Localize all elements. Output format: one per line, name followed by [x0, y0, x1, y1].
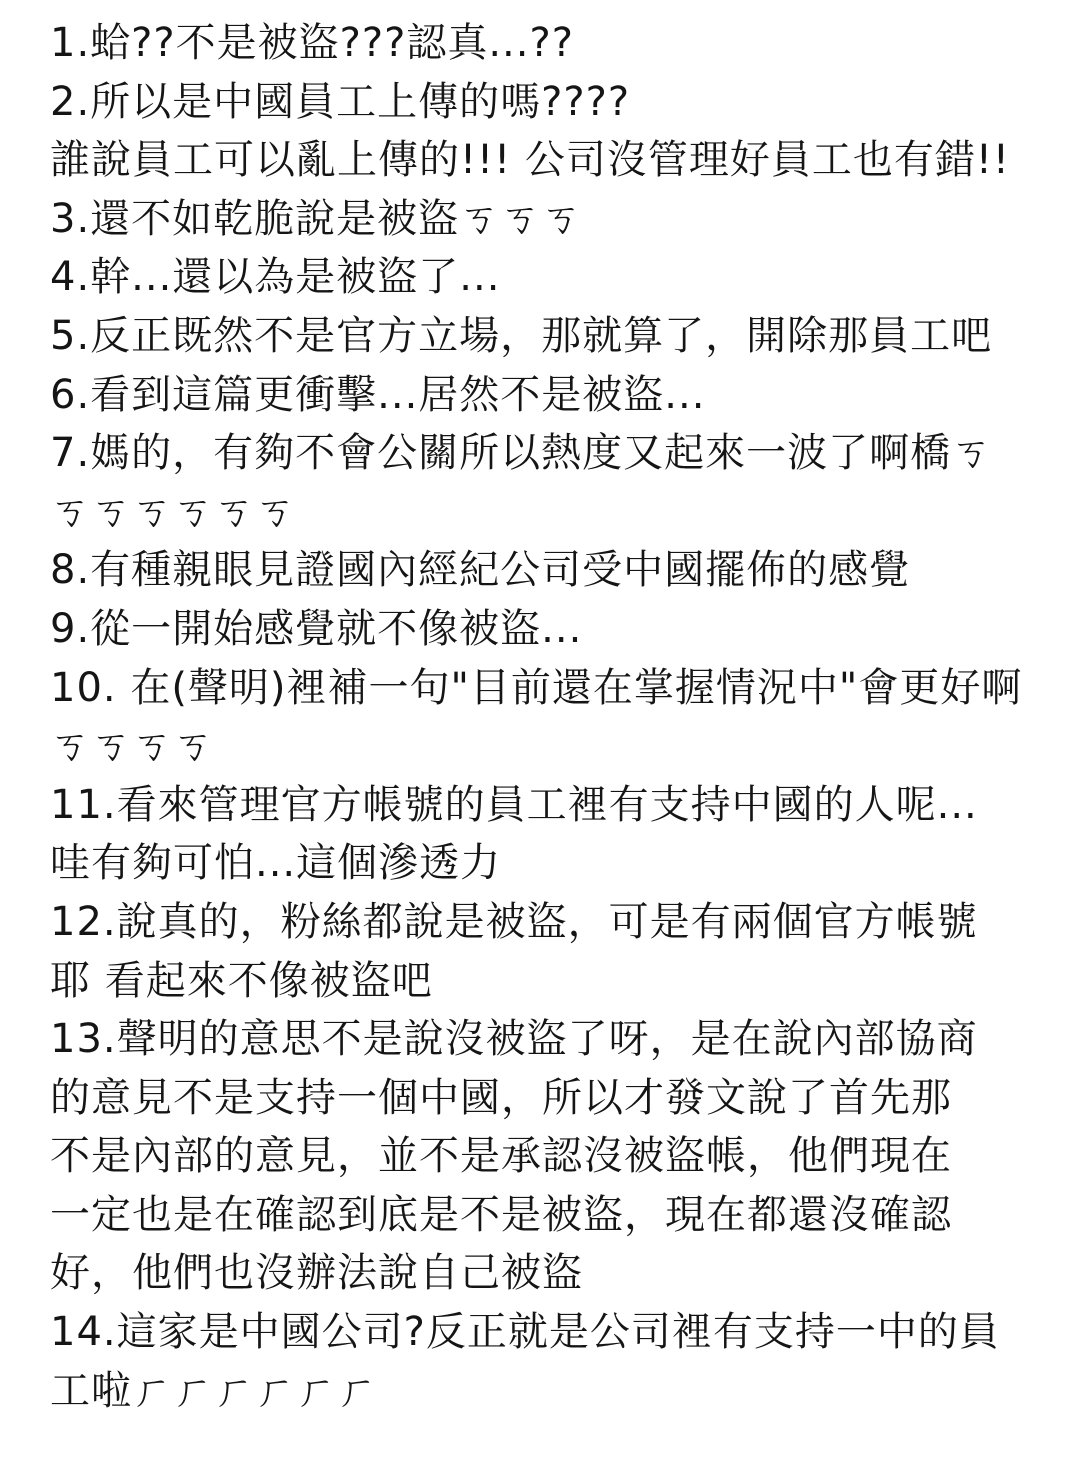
- text-line: 1.蛤??不是被盜???認真...??: [50, 20, 574, 66]
- text-line: 不是內部的意見，並不是承認沒被盜帳，他們現在: [50, 1133, 952, 1180]
- text-line: 好，他們也沒辦法說自己被盜: [50, 1250, 583, 1297]
- text-line: 12.說真的，粉絲都說是被盜，可是有兩個官方帳號: [50, 898, 978, 945]
- text-line: 6.看到這篇更衝擊...居然不是被盜...: [50, 371, 706, 418]
- text-line: 的意見不是支持一個中國，所以才發文說了首先那: [50, 1074, 952, 1121]
- text-line: 一定也是在確認到底是不是被盜，現在都還沒確認: [50, 1191, 952, 1238]
- text-line: 哇有夠可怕...這個滲透力: [50, 840, 502, 887]
- text-line: ㄎㄎㄎㄎ: [50, 723, 214, 770]
- text-line: 11.看來管理官方帳號的員工裡有支持中國的人呢...: [50, 781, 978, 828]
- text-line: 耶 看起來不像被盜吧: [50, 957, 433, 1004]
- text-line: 10. 在(聲明)裡補一句"目前還在掌握情況中"會更好啊: [50, 664, 1023, 711]
- text-line: 9.從一開始感覺就不像被盜...: [50, 605, 583, 652]
- text-line: 5.反正既然不是官方立場，那就算了，開除那員工吧: [50, 312, 993, 359]
- text-line: 工啦ㄏㄏㄏㄏㄏㄏ: [50, 1367, 378, 1414]
- text-line: 13.聲明的意思不是說沒被盜了呀，是在說內部協商: [50, 1016, 978, 1063]
- text-line: 誰說員工可以亂上傳的!!! 公司沒管理好員工也有錯!!: [50, 137, 1010, 184]
- text-line: ㄎㄎㄎㄎㄎㄎ: [50, 488, 296, 535]
- text-line: 2.所以是中國員工上傳的嗎????: [50, 78, 631, 125]
- text-line: 8.有種親眼見證國內經紀公司受中國擺佈的感覺: [50, 547, 911, 594]
- text-line: 3.還不如乾脆說是被盜ㄎㄎㄎ: [50, 195, 583, 242]
- text-line: 4.幹...還以為是被盜了...: [50, 254, 501, 301]
- text-line: 14.這家是中國公司?反正就是公司裡有支持一中的員: [50, 1309, 1000, 1356]
- text-line: 7.媽的，有夠不會公關所以熱度又起來一波了啊橋ㄎ: [50, 430, 993, 477]
- comment-list: [50, 14, 1060, 1420]
